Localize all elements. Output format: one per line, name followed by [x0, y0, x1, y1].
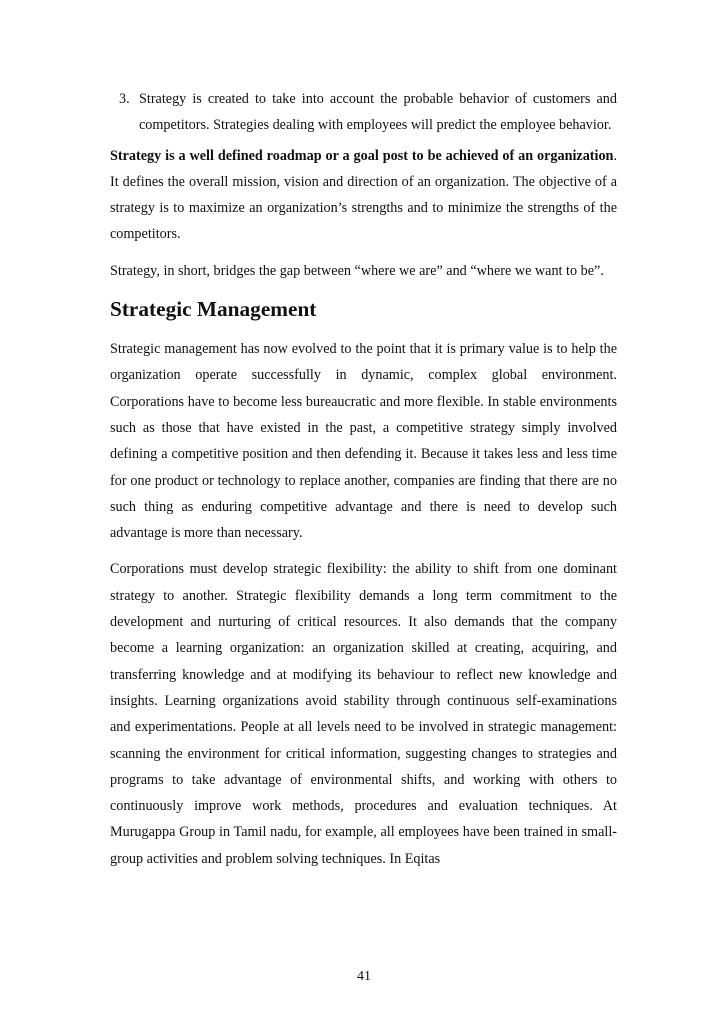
document-page — [110, 86, 617, 872]
definition-bold-text: Strategy is a well defined roadmap or a goal post to be achieved of an organization — [110, 147, 614, 164]
strategic-flexibility-paragraph: Corporations must develop strategic flexibility: the ability to shift from one dominant strategy to another. Strategic flexibility demands a long term commitment to the development and nurturing of critical resources. It also demands that the company become a learning organization: an organization skilled at creating, acquiring, and transferring knowledge and at modifying its behaviour to reflect new knowledge and insights. Learning organizations avoid stability through continuous self-examinations and experimentations. People at all levels need to be involved in strategic management: scanning the environment for critical information, suggesting changes to strategies and programs to take advantage of environmental shifts, and working with others to continuously improve work methods, procedures and evaluation techniques. At Murugappa Group in Tamil nadu, for example, all employees have been trained in small-group activities and problem solving techniques. In Eqitas — [110, 561, 617, 867]
section-heading: Strategic Management — [110, 297, 317, 322]
numbered-list-item — [110, 86, 617, 139]
definition-rest-text: . It defines the overall mission, vision and direction of an organization. The objective of a strategy is to maximize an organization’s strengths and to minimize the strengths of the competitors. — [110, 147, 617, 243]
strategic-management-paragraph: Strategic management has now evolved to the point that it is primary value is to help the organization operate successfully in dynamic, complex global environment. Corporations have to become less bureaucratic and more flexible. In stable environments such as those that have existed in the past, a competitive strategy simply involved defining a competitive position and then defending it. Because it takes less and less time for one product or technology to replace another, companies are finding that there are no such thing as enduring competitive advantage and there is need to develop such advantage is more than necessary. — [110, 341, 617, 542]
list-item-number: 3. — [119, 91, 130, 107]
definition-paragraph — [110, 143, 617, 248]
list-item-text: Strategy is created to take into account the probable behavior of customers and competitors. Strategies dealing with employees will predict the employee behavior. — [139, 91, 617, 134]
gap-paragraph: Strategy, in short, bridges the gap between “where we are” and “where we want to be”. — [110, 262, 604, 279]
page-number: 41 — [357, 969, 371, 984]
